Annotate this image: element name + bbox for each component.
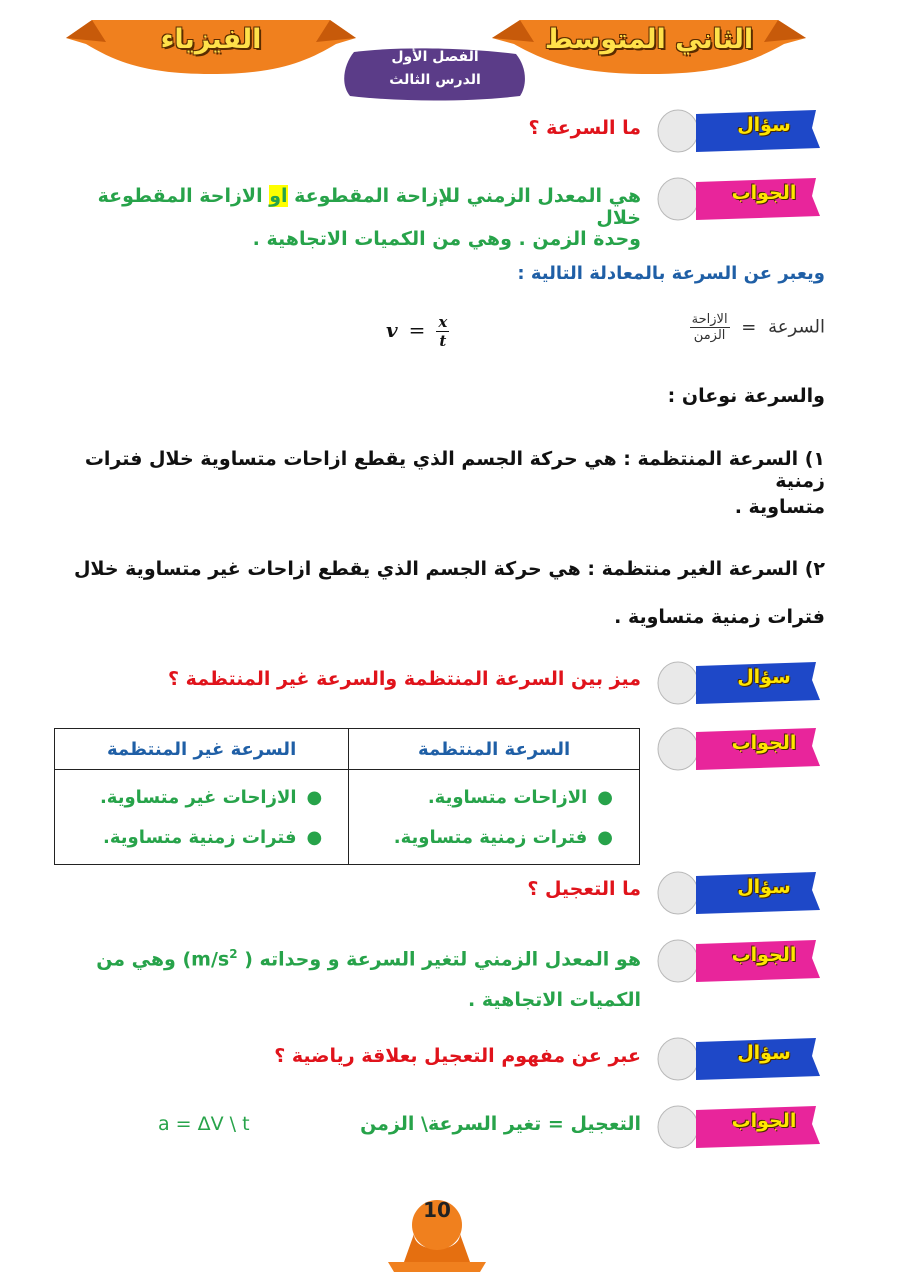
list-item: ●الازاحات غير متساوية. bbox=[99, 787, 323, 808]
bullet-icon: ● bbox=[597, 787, 613, 808]
symbol-equation: v = $\frac{x}{t}$ bbox=[386, 313, 448, 350]
answer-tag: الجواب bbox=[656, 726, 820, 772]
word-fraction: $\frac{\text{الازاحة}}{\text{الزمن}}$ bbox=[691, 312, 728, 343]
list-item: ●فترات زمنية متساوية. bbox=[393, 827, 613, 848]
table-header: السرعة المنتظمة bbox=[349, 729, 640, 770]
subject-title: الفيزياء bbox=[160, 24, 262, 55]
lesson-badge bbox=[340, 44, 530, 104]
type2-line2: فترات زمنية متساوية . bbox=[614, 606, 825, 628]
table-cell bbox=[349, 770, 640, 865]
bullet-icon: ● bbox=[597, 827, 613, 848]
symbol-fraction: $\frac{x}{t}$ bbox=[438, 313, 448, 350]
type1-line1: ١) السرعة المنتظمة : هي حركة الجسم الذي يقطع ازاحات متساوية خلال فترات زمنية bbox=[84, 448, 825, 492]
q4-answer-words: التعجيل = تغير السرعة\ الزمن bbox=[360, 1113, 641, 1135]
q3-answer-line2: الكميات الاتجاهية . bbox=[468, 989, 641, 1011]
word-equation: السرعة = $\frac{\text{الازاحة}}{\text{الزمن}}$ bbox=[691, 312, 825, 343]
types-heading: والسرعة نوعان : bbox=[667, 385, 825, 407]
q1-answer-line1: هي المعدل الزمني للإزاحة المقطوعة او الازاحة المقطوعة خلال bbox=[97, 185, 641, 229]
bullet-icon: ● bbox=[306, 827, 323, 848]
q2-question: ميز بين السرعة المنتظمة والسرعة غير المنتظمة ؟ bbox=[168, 668, 641, 690]
q4-answer-formula: a = ΔV \ t bbox=[158, 1113, 250, 1135]
type1-line2: متساوية . bbox=[734, 496, 825, 518]
list-item: ●فترات زمنية متساوية. bbox=[103, 827, 323, 848]
table-cell bbox=[55, 770, 349, 865]
q1-answer-line2: وحدة الزمن . وهي من الكميات الاتجاهية . bbox=[252, 228, 641, 250]
q3-answer-line1: هو المعدل الزمني لتغير السرعة و وحداته ( $m/s^2$) وهي من bbox=[96, 947, 641, 971]
chapter-label: الفصل الأول bbox=[391, 49, 479, 65]
q3-question: ما التعجيل ؟ bbox=[527, 878, 641, 900]
subject-ribbon bbox=[66, 14, 356, 72]
table-header: السرعة غير المنتظمة bbox=[55, 729, 349, 770]
equation-intro: ويعبر عن السرعة بالمعادلة التالية : bbox=[517, 263, 825, 284]
answer-tag: الجواب bbox=[656, 938, 820, 984]
type2-line1: ٢) السرعة الغير منتظمة : هي حركة الجسم الذي يقطع ازاحات غير متساوية خلال bbox=[73, 558, 825, 580]
bullet-icon: ● bbox=[306, 787, 323, 808]
question-tag: سؤال bbox=[656, 870, 820, 916]
q4-question: عبر عن مفهوم التعجيل بعلاقة رياضية ؟ bbox=[274, 1045, 641, 1067]
page-number: 10 bbox=[423, 1198, 451, 1222]
answer-tag: الجواب bbox=[656, 176, 820, 222]
comparison-table bbox=[54, 728, 640, 865]
answer-tag: الجواب bbox=[656, 1104, 820, 1150]
grade-ribbon bbox=[492, 14, 806, 72]
lesson-label: الدرس الثالث bbox=[389, 72, 481, 88]
question-tag: سؤال bbox=[656, 108, 820, 154]
grade-title: الثاني المتوسط bbox=[544, 24, 754, 55]
question-tag: سؤال bbox=[656, 660, 820, 706]
list-item: ●الازاحات متساوية. bbox=[427, 787, 613, 808]
q1-question: ما السرعة ؟ bbox=[528, 117, 641, 139]
question-tag: سؤال bbox=[656, 1036, 820, 1082]
